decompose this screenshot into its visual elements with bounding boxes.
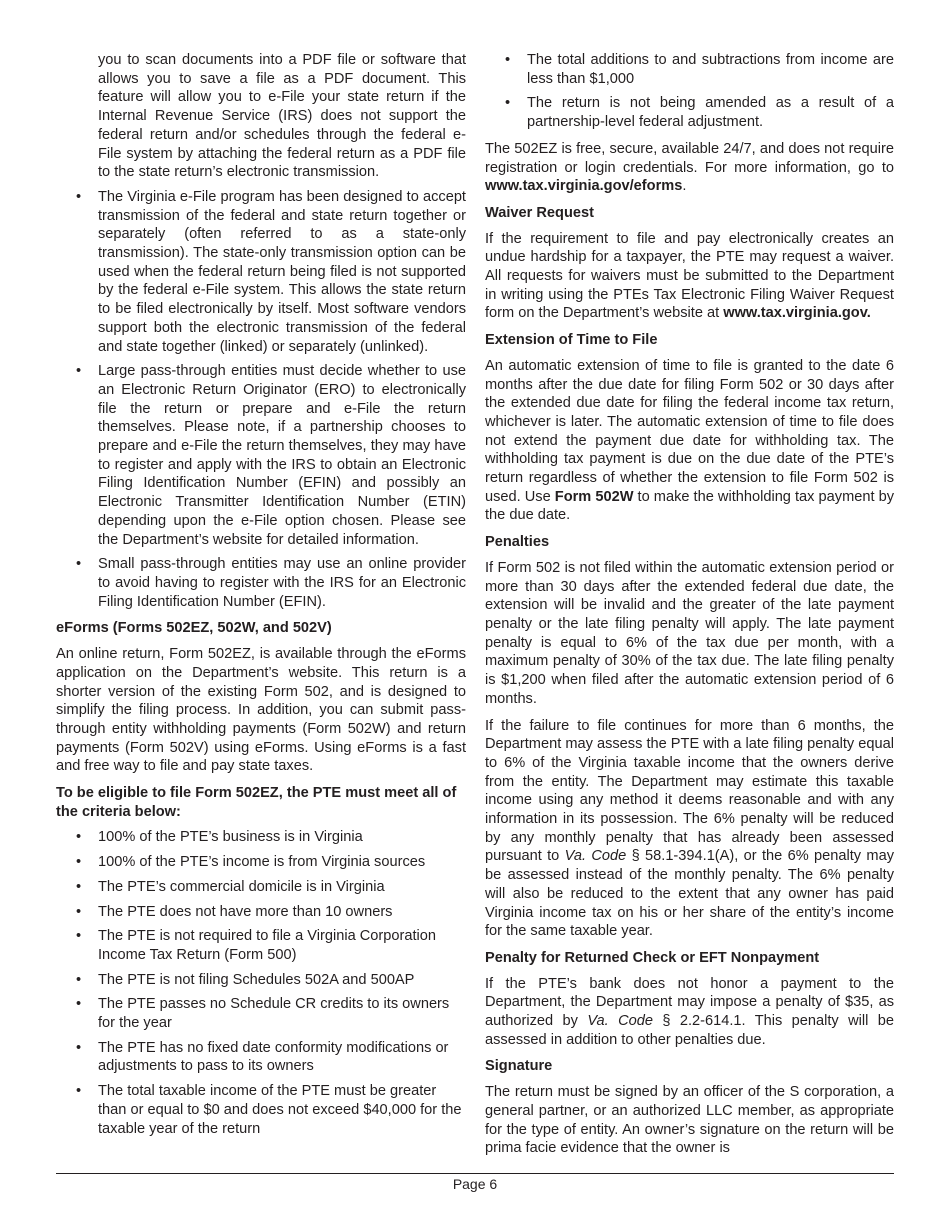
form-502w-reference: Form 502W — [554, 488, 634, 505]
right-column — [485, 51, 894, 1166]
signature-paragraph: The return must be signed by an officer of the S corporation, a general partner, or an authorized LLC member, as appropriate for the type of entity. An owner’s signature on the return will be prima facie evidence that the owner is — [485, 1084, 894, 1157]
list-item: • The PTE has no fixed date conformity modifications or adjustments to pass to its owners — [56, 1039, 466, 1076]
penalties-heading: Penalties — [485, 534, 550, 551]
eforms-link[interactable]: www.tax.virginia.gov/eforms — [485, 178, 683, 195]
page-number: Page 6 — [452, 1176, 498, 1192]
criteria-list-continued — [485, 51, 894, 132]
returned-check-paragraph: If the PTE’s bank does not honor a payment to the Department, the Department may impose a penalty of $35, as authorized by Va. Code § 2.2-614.1. This penalty will be assessed in addition to other penalties due. — [485, 975, 894, 1048]
penalties-paragraph: If Form 502 is not filed within the automatic extension period or more than 30 days after the extended federal due date, the extension will be invalid and the greater of the late payment penalty or the late filing penalty will apply. The late payment penalty is equal to 6% of the tax due per month, with a maximum penalty of 30% of the tax due. The late filing penalty is $1,200 when filed after the automatic extension period of 6 months. — [485, 559, 894, 707]
code-citation: Va. Code — [587, 1013, 653, 1030]
list-item: • The PTE is not required to file a Virginia Corporation Income Tax Return (Form 500) — [56, 927, 466, 964]
eforms-heading: eForms (Forms 502EZ, 502W, and 502V) — [56, 620, 332, 637]
signature-heading: Signature — [485, 1058, 553, 1075]
list-item: • 100% of the PTE’s business is in Virginia — [56, 828, 466, 847]
eforms-paragraph: An online return, Form 502EZ, is available through the eForms application on the Department’s website. This return is a shorter version of the existing Form 502, and is designed to simplify the filing process. In addition, you can submit pass-through entity withholding payments (Form 502W) and return payments (Form 502V) using eForms. Using eForms is a fast and free way to file and pay state taxes. — [56, 646, 466, 775]
criteria-lead: To be eligible to file Form 502EZ, the PTE must meet all of the criteria below: — [56, 785, 457, 820]
list-item: • The total additions to and subtractions from income are less than $1,000 — [485, 51, 894, 88]
list-item: • Small pass-through entities may use an online provider to avoid having to register with the IRS for an Electronic Filing Identification Number (EFIN). — [56, 555, 466, 611]
website-link[interactable]: www.tax.virginia.gov. — [723, 305, 871, 322]
waiver-heading: Waiver Request — [485, 204, 594, 221]
list-item: • Large pass-through entities must decide whether to use an Electronic Return Originator (ERO) to electronically file the return or prepare and e-File the return themselves. Please note, if a partnership chooses to prepare and e-File the return themselves, they may have to register and apply with the IRS to obtain an Electronic Filing Identification Number (EFIN) and possibly an Electronic Transmitter Identification Number (ETIN) depending upon the e-File option chosen. Please see the Department’s website for detailed information. — [56, 362, 466, 549]
list-item: • The return is not being amended as a result of a partnership-level federal adjustment. — [485, 94, 894, 131]
list-item: • The PTE’s commercial domicile is in Virginia — [56, 878, 466, 897]
late-filing-paragraph: If the failure to file continues for more than 6 months, the Department may assess the PTE with a late filing penalty equal to 6% of the Virginia taxable income that the owners derive from the entity. The Department may estimate this taxable income using any method it deems reasonable and with any information in its possession. The 6% penalty will be reduced by any monthly penalty that has already been assessed pursuant to Va. Code § 58.1-394.1(A), or the 6% penalty may be assessed instead of the monthly penalty. The 6% penalty will also be reduced to the extent that any owner has paid Virginia income tax on his or her share of the entity’s income for the same taxable year. — [485, 717, 894, 940]
extension-paragraph: An automatic extension of time to file is granted to the date 6 months after the due date for filing Form 502 or 30 days after the extended due date for filing the federal income tax return, whichever is later. The automatic extension of time to file does not extend the payment due date for withholding tax. The withholding tax payment is due on the due date of the PTE’s return regardless of whether the extension to file Form 502 is used. Use Form 502W to make the withholding tax payment by the due date. — [485, 357, 894, 524]
code-citation: Va. Code — [564, 848, 627, 865]
list-item: • 100% of the PTE’s income is from Virginia sources — [56, 853, 466, 872]
efile-bullet-list — [56, 188, 466, 611]
list-item: • The PTE passes no Schedule CR credits to its owners for the year — [56, 995, 466, 1032]
free-eforms-paragraph: The 502EZ is free, secure, available 24/7, and does not require registration or login credentials. For more information, go to www.tax.virginia.gov/eforms. — [485, 140, 894, 195]
extension-heading: Extension of Time to File — [485, 332, 658, 349]
list-item: • The Virginia e-File program has been designed to accept transmission of the federal and state return together or separately (often referred to as a state-only transmission). The state-only transmission option can be used when the federal return being filed is not supported by the federal e-File system. This allows the state return to be filed electronically by itself. Most software vendors support both the electronic transmission of the federal and state together (linked) or separately (unlinked). — [56, 188, 466, 356]
left-column — [56, 51, 466, 1146]
footer-rule — [56, 1173, 894, 1174]
list-item: • The PTE does not have more than 10 owners — [56, 903, 466, 922]
list-item: • The total taxable income of the PTE must be greater than or equal to $0 and does not exceed $40,000 for the taxable year of the return — [56, 1082, 466, 1138]
returned-check-heading: Penalty for Returned Check or EFT Nonpayment — [485, 949, 820, 966]
waiver-paragraph: If the requirement to file and pay electronically creates an undue hardship for a taxpayer, the PTE may request a waiver. All requests for waivers must be submitted to the Department in writing using the PTEs Tax Electronic Filing Waiver Request form on the Department’s website at www.tax.virginia.gov. — [485, 230, 894, 322]
continued-paragraph: you to scan documents into a PDF file or software that allows you to save a file as a PDF document. This feature will allow you to e-File your state return if the Internal Revenue Service (IRS) does not support the federal return and/or schedules through the federal e-File system by attaching the federal return as a PDF file to the state return’s electronic transmission. — [98, 52, 466, 181]
criteria-list — [56, 828, 466, 1138]
list-item: • The PTE is not filing Schedules 502A and 500AP — [56, 971, 466, 990]
